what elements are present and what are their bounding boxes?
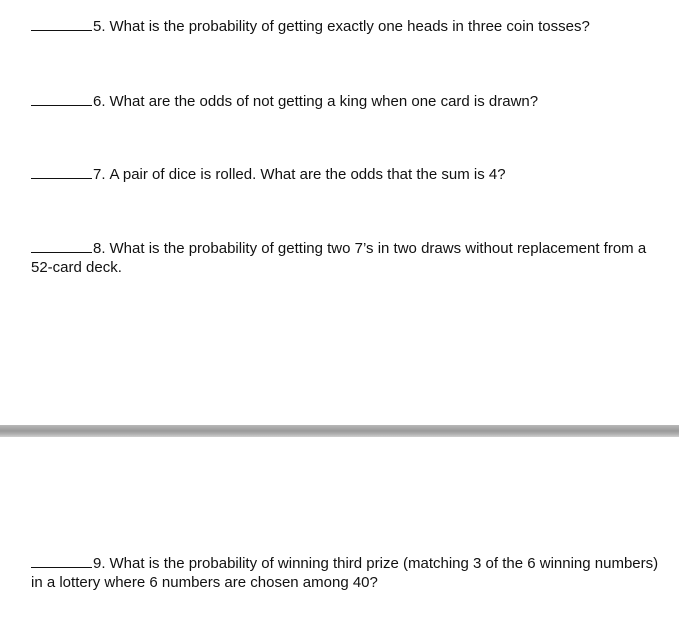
answer-blank[interactable] xyxy=(31,91,92,106)
question-text: A pair of dice is rolled. What are the odds that the sum is 4? xyxy=(109,166,506,183)
answer-blank[interactable] xyxy=(31,164,92,179)
page-divider xyxy=(0,425,679,437)
question-text: What is the probability of getting exactly one heads in three coin tosses? xyxy=(109,18,590,35)
question-text: What are the odds of not getting a king when one card is drawn? xyxy=(109,93,539,110)
question-number: 5. xyxy=(93,18,106,35)
question-7 xyxy=(31,164,671,184)
answer-blank[interactable] xyxy=(31,238,92,253)
question-text: What is the probability of getting two 7’s in two draws without replacement from a 52-card deck. xyxy=(31,240,647,276)
question-text: What is the probability of winning third prize (matching 3 of the 6 winning numbers) in a lottery where 6 numbers are chosen among 40? xyxy=(31,555,659,591)
question-6 xyxy=(31,91,671,111)
question-number: 6. xyxy=(93,93,106,110)
question-5 xyxy=(31,16,671,36)
answer-blank[interactable] xyxy=(31,553,92,568)
question-number: 7. xyxy=(93,166,106,183)
question-number: 8. xyxy=(93,240,106,257)
answer-blank[interactable] xyxy=(31,16,92,31)
question-9 xyxy=(31,553,671,592)
question-8 xyxy=(31,238,671,277)
question-number: 9. xyxy=(93,555,106,572)
